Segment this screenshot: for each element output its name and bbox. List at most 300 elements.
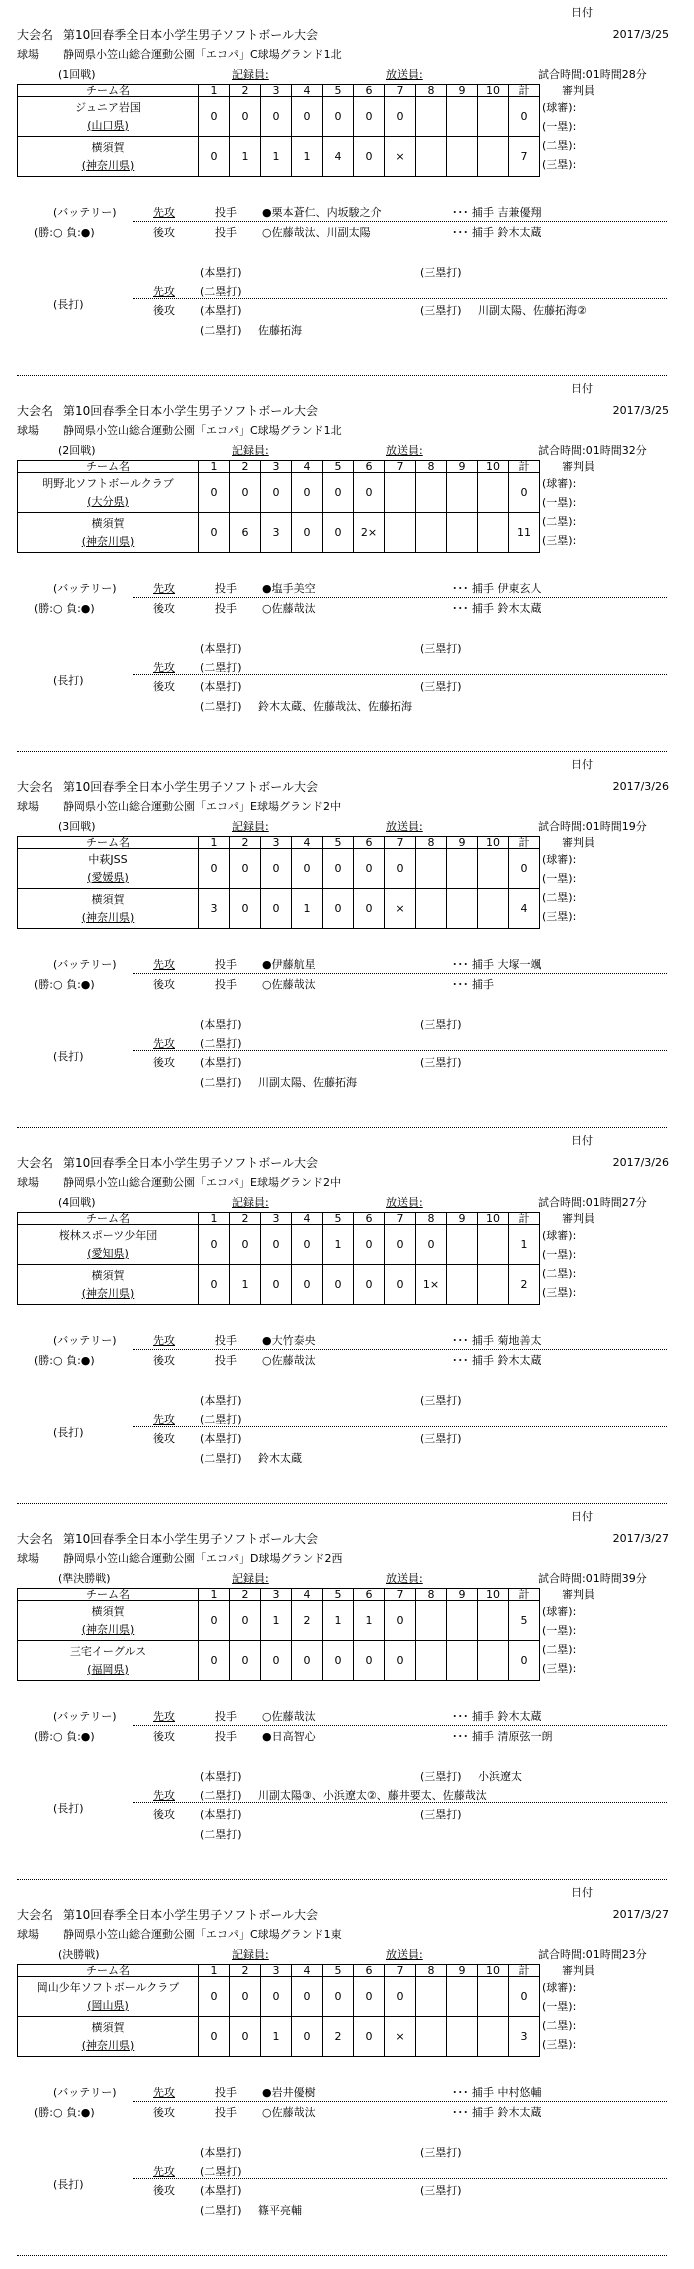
umpire-home: (球審): <box>542 1229 577 1242</box>
game-block <box>0 1504 694 1880</box>
team-row <box>18 1977 540 2017</box>
inning-score <box>416 1641 447 1681</box>
total-header: 計 <box>509 1589 540 1601</box>
inning-score: 0 <box>354 1225 385 1265</box>
umpire-second: (二塁): <box>542 1643 577 1656</box>
total-header: 計 <box>509 85 540 97</box>
inning-score <box>416 513 447 553</box>
inning-score: 0 <box>323 1641 354 1681</box>
inning-score: 2 <box>292 1601 323 1641</box>
second-label: 後攻 <box>153 1056 175 1069</box>
umpire-first: (一塁): <box>542 872 577 885</box>
inning-score: 0 <box>323 849 354 889</box>
second-label: 後攻 <box>153 680 175 693</box>
battery-divider <box>133 973 667 974</box>
first-catcher <box>452 1710 542 1724</box>
inning-header: 4 <box>292 837 323 849</box>
team-row <box>18 137 540 177</box>
scoreboard-header <box>18 1965 540 1977</box>
team-cell <box>18 849 199 889</box>
inning-header: 10 <box>478 1965 509 1977</box>
long-hits-label: (長打) <box>53 298 84 311</box>
second-triple-label: (三塁打) <box>420 1808 462 1821</box>
second-hr-label: (本塁打) <box>200 1432 242 1445</box>
second-triple-label: (三塁打) <box>420 680 462 693</box>
inning-header: 8 <box>416 85 447 97</box>
inning-score: 0 <box>261 1225 292 1265</box>
scoreboard-header <box>18 1589 540 1601</box>
inning-score <box>447 1641 478 1681</box>
game-time-label: 試合時間: <box>538 1948 586 1961</box>
catcher-name: 清原弦一朗 <box>497 1730 553 1743</box>
inning-score: 0 <box>230 1641 261 1681</box>
team-name: 横須賀 <box>91 2020 125 2034</box>
team-prefecture: (神奈川県) <box>81 910 135 924</box>
inning-score <box>478 2017 509 2057</box>
inning-header: 7 <box>385 1213 416 1225</box>
second-hr-label: (本塁打) <box>200 1808 242 1821</box>
second-catcher <box>452 226 542 240</box>
inning-score: 0 <box>385 849 416 889</box>
inning-score: 1 <box>261 137 292 177</box>
inning-header: 1 <box>199 461 230 473</box>
inning-header: 3 <box>261 1965 292 1977</box>
team-row <box>18 473 540 513</box>
second-catcher <box>452 602 542 616</box>
battery-label: (バッテリー) <box>53 582 117 595</box>
umpire-home: (球審): <box>542 1605 577 1618</box>
catcher-label: ･･･ 捕手 <box>452 2086 494 2099</box>
inning-header: 1 <box>199 85 230 97</box>
venue-label: 球場 <box>17 1176 39 1189</box>
umpire-third: (三塁): <box>542 2038 577 2051</box>
inning-score: 1 <box>261 1601 292 1641</box>
date-label: 日付 <box>571 758 593 771</box>
team-name: 明野北ソフトボールクラブ <box>42 476 174 490</box>
umpire-third: (三塁): <box>542 534 577 547</box>
second-label: 後攻 <box>153 2184 175 2197</box>
inning-score: 0 <box>354 2017 385 2057</box>
inning-header: 9 <box>447 837 478 849</box>
umpire-second: (二塁): <box>542 1267 577 1280</box>
team-name: 岡山少年ソフトボールクラブ <box>36 1980 180 1994</box>
inning-score: 1 <box>354 1601 385 1641</box>
inning-header: 10 <box>478 1213 509 1225</box>
date-label: 日付 <box>571 382 593 395</box>
first-label: 先攻 <box>153 1334 175 1347</box>
first-pitchers: ○佐藤哉汰 <box>262 1710 316 1723</box>
inning-score <box>385 513 416 553</box>
inning-score: 0 <box>292 97 323 137</box>
first-hr-label: (本塁打) <box>200 1770 242 1783</box>
inning-header: 4 <box>292 85 323 97</box>
inning-score: 0 <box>385 1977 416 2017</box>
round-label: (3回戦) <box>58 820 96 833</box>
second-label: 後攻 <box>153 1808 175 1821</box>
inning-score: 0 <box>261 889 292 929</box>
team-row <box>18 97 540 137</box>
team-cell <box>18 513 199 553</box>
umpire-third: (三塁): <box>542 1662 577 1675</box>
scoreboard-table <box>17 1964 540 2057</box>
second-catcher <box>452 978 494 992</box>
inning-score: × <box>385 137 416 177</box>
scoreboard-header <box>18 1213 540 1225</box>
pitcher-label: 投手 <box>215 978 237 991</box>
second-pitchers: ○佐藤哉汰 <box>262 978 316 991</box>
inning-score <box>478 889 509 929</box>
game-block <box>0 376 694 752</box>
total-header: 計 <box>509 1965 540 1977</box>
inning-header: 7 <box>385 85 416 97</box>
team-row <box>18 2017 540 2057</box>
recorder-label: 記録員: <box>232 444 269 457</box>
catcher-name: 鈴木太蔵 <box>497 1710 542 1723</box>
first-label: 先攻 <box>153 206 175 219</box>
first-label: 先攻 <box>153 582 175 595</box>
inning-header: 8 <box>416 461 447 473</box>
second-double-label: (二塁打) <box>200 1076 242 1089</box>
first-catcher <box>452 958 542 972</box>
umpires-title: 審判員 <box>562 84 595 97</box>
inning-score: 0 <box>354 1265 385 1305</box>
scoreboard-table <box>17 836 540 929</box>
scoreboard-table <box>17 1588 540 1681</box>
inning-header: 3 <box>261 85 292 97</box>
inning-header: 8 <box>416 837 447 849</box>
scoreboard-table <box>17 1212 540 1305</box>
team-cell <box>18 1225 199 1265</box>
first-catcher <box>452 582 542 596</box>
recorder-label: 記録員: <box>232 820 269 833</box>
game-time-label: 試合時間: <box>538 444 586 457</box>
second-doubles: 川副太陽、佐藤拓海 <box>258 1076 357 1089</box>
second-triple-label: (三塁打) <box>420 1432 462 1445</box>
game-date: 2017/3/27 <box>612 1908 669 1921</box>
inning-header: 9 <box>447 85 478 97</box>
umpires-title: 審判員 <box>562 836 595 849</box>
team-header: チーム名 <box>18 461 199 473</box>
first-hr-label: (本塁打) <box>200 1018 242 1031</box>
inning-score <box>447 1225 478 1265</box>
inning-header: 5 <box>323 1589 354 1601</box>
game-date: 2017/3/25 <box>612 28 669 41</box>
scoreboard-header <box>18 837 540 849</box>
long-hits-label: (長打) <box>53 2178 84 2191</box>
tournament-name: 第10回春季全日本小学生男子ソフトボール大会 <box>63 1156 319 1170</box>
team-cell <box>18 1977 199 2017</box>
announcer-label: 放送員: <box>386 1196 423 1209</box>
inning-score: 0 <box>354 137 385 177</box>
team-prefecture: (愛媛県) <box>87 870 129 884</box>
team-cell <box>18 1601 199 1641</box>
umpires-title: 審判員 <box>562 1212 595 1225</box>
inning-score: 0 <box>230 2017 261 2057</box>
inning-score <box>447 889 478 929</box>
inning-header: 2 <box>230 1965 261 1977</box>
first-label: 先攻 <box>153 958 175 971</box>
inning-score: 0 <box>199 1977 230 2017</box>
win-loss-legend: (勝:○ 負:●) <box>34 2106 95 2119</box>
recorder-label: 記録員: <box>232 1948 269 1961</box>
venue-label: 球場 <box>17 800 39 813</box>
umpire-third: (三塁): <box>542 910 577 923</box>
inning-score <box>416 849 447 889</box>
win-loss-legend: (勝:○ 負:●) <box>34 1354 95 1367</box>
pitcher-label: 投手 <box>215 1710 237 1723</box>
inning-header: 10 <box>478 461 509 473</box>
inning-score: 0 <box>292 1225 323 1265</box>
first-triple-label: (三塁打) <box>420 1770 462 1783</box>
venue-name: 静岡県小笠山総合運動公園「エコパ」C球場グランド1東 <box>63 1928 342 1941</box>
catcher-name: 鈴木太蔵 <box>497 602 542 615</box>
inning-score: 0 <box>199 473 230 513</box>
inning-header: 5 <box>323 1965 354 1977</box>
catcher-label: ･･･ 捕手 <box>452 2106 494 2119</box>
inning-header: 8 <box>416 1589 447 1601</box>
first-hr-label: (本塁打) <box>200 642 242 655</box>
venue-name: 静岡県小笠山総合運動公園「エコパ」C球場グランド1北 <box>63 48 342 61</box>
inning-score: 0 <box>261 1977 292 2017</box>
first-catcher <box>452 2086 542 2100</box>
game-time-value: 01時間28分 <box>585 68 647 81</box>
catcher-label: ･･･ 捕手 <box>452 206 494 219</box>
first-triple-label: (三塁打) <box>420 266 462 279</box>
inning-score <box>478 1641 509 1681</box>
battery-divider <box>133 2101 667 2102</box>
umpire-second: (二塁): <box>542 139 577 152</box>
second-pitchers: ○佐藤哉汰、川副太陽 <box>262 226 371 239</box>
inning-header: 7 <box>385 1965 416 1977</box>
total-score: 7 <box>509 137 540 177</box>
inning-header: 5 <box>323 461 354 473</box>
pitcher-label: 投手 <box>215 226 237 239</box>
scoreboard-header <box>18 85 540 97</box>
game-time-label: 試合時間: <box>538 1196 586 1209</box>
tournament-label: 大会名 <box>17 780 54 794</box>
tournament-label: 大会名 <box>17 404 54 418</box>
inning-score: 0 <box>354 97 385 137</box>
inning-header: 4 <box>292 1213 323 1225</box>
inning-score: 0 <box>230 849 261 889</box>
team-row <box>18 849 540 889</box>
inning-score <box>478 473 509 513</box>
second-double-label: (二塁打) <box>200 324 242 337</box>
inning-score: 3 <box>199 889 230 929</box>
catcher-name: 菊地善太 <box>497 1334 542 1347</box>
inning-score: 0 <box>199 1225 230 1265</box>
second-catcher <box>452 1354 542 1368</box>
inning-score: 0 <box>199 1641 230 1681</box>
team-name: 横須賀 <box>91 1604 125 1618</box>
inning-header: 10 <box>478 85 509 97</box>
inning-score: 0 <box>292 473 323 513</box>
inning-score: 4 <box>323 137 354 177</box>
second-doubles: 鈴木太蔵 <box>258 1452 302 1465</box>
inning-score: 2× <box>354 513 385 553</box>
inning-score: 1 <box>292 889 323 929</box>
game-time-value: 01時間23分 <box>585 1948 647 1961</box>
team-row <box>18 1641 540 1681</box>
second-pitchers: ○佐藤哉汰 <box>262 2106 316 2119</box>
inning-score: 0 <box>261 473 292 513</box>
tournament-label: 大会名 <box>17 1156 54 1170</box>
date-label: 日付 <box>571 1134 593 1147</box>
inning-score: 0 <box>261 97 292 137</box>
inning-header: 1 <box>199 1213 230 1225</box>
inning-score <box>447 2017 478 2057</box>
catcher-label: ･･･ 捕手 <box>452 1730 494 1743</box>
second-hr-label: (本塁打) <box>200 2184 242 2197</box>
tournament-name: 第10回春季全日本小学生男子ソフトボール大会 <box>63 28 319 42</box>
date-label: 日付 <box>571 1886 593 1899</box>
umpire-first: (一塁): <box>542 496 577 509</box>
inning-score: 0 <box>354 473 385 513</box>
win-loss-legend: (勝:○ 負:●) <box>34 602 95 615</box>
umpire-first: (一塁): <box>542 120 577 133</box>
first-triple-label: (三塁打) <box>420 2146 462 2159</box>
second-pitchers: ●日高智心 <box>262 1730 316 1743</box>
second-triple-label: (三塁打) <box>420 2184 462 2197</box>
inning-score <box>478 1977 509 2017</box>
team-prefecture: (福岡県) <box>87 1662 129 1676</box>
team-row <box>18 1225 540 1265</box>
scoreboard-table <box>17 84 540 177</box>
inning-score: 1 <box>323 1225 354 1265</box>
inning-score <box>478 513 509 553</box>
game-date: 2017/3/25 <box>612 404 669 417</box>
announcer-label: 放送員: <box>386 68 423 81</box>
catcher-name: 中村悠輔 <box>497 2086 542 2099</box>
pitcher-label: 投手 <box>215 1730 237 1743</box>
inning-score <box>447 513 478 553</box>
second-double-label: (二塁打) <box>200 1828 242 1841</box>
inning-score: 0 <box>230 889 261 929</box>
long-hits-label: (長打) <box>53 674 84 687</box>
pitcher-label: 投手 <box>215 582 237 595</box>
team-header: チーム名 <box>18 837 199 849</box>
team-header: チーム名 <box>18 1213 199 1225</box>
date-label: 日付 <box>571 1510 593 1523</box>
inning-score: 0 <box>230 1601 261 1641</box>
team-row <box>18 889 540 929</box>
scoreboard-table <box>17 460 540 553</box>
first-pitchers: ●大竹泰央 <box>262 1334 316 1347</box>
battery-label: (バッテリー) <box>53 1334 117 1347</box>
first-double-label: (二塁打) <box>200 1413 242 1426</box>
inning-header: 7 <box>385 461 416 473</box>
inning-score: 0 <box>323 513 354 553</box>
game-date: 2017/3/26 <box>612 780 669 793</box>
catcher-label: ･･･ 捕手 <box>452 602 494 615</box>
round-label: (2回戦) <box>58 444 96 457</box>
game-time-value: 01時間39分 <box>585 1572 647 1585</box>
catcher-label: ･･･ 捕手 <box>452 1354 494 1367</box>
team-cell <box>18 137 199 177</box>
umpires-title: 審判員 <box>562 1964 595 1977</box>
inning-score <box>385 473 416 513</box>
game-time-value: 01時間32分 <box>585 444 647 457</box>
tournament-name: 第10回春季全日本小学生男子ソフトボール大会 <box>63 1908 319 1922</box>
battery-label: (バッテリー) <box>53 958 117 971</box>
first-double-label: (二塁打) <box>200 661 242 674</box>
inning-score <box>478 137 509 177</box>
inning-score: 0 <box>385 1601 416 1641</box>
catcher-name: 吉兼優翔 <box>497 206 542 219</box>
game-date: 2017/3/27 <box>612 1532 669 1545</box>
total-header: 計 <box>509 1213 540 1225</box>
venue-label: 球場 <box>17 424 39 437</box>
inning-header: 10 <box>478 837 509 849</box>
round-label: (1回戦) <box>58 68 96 81</box>
team-name: 横須賀 <box>91 140 125 154</box>
inning-score: 3 <box>261 513 292 553</box>
battery-label: (バッテリー) <box>53 206 117 219</box>
inning-header: 1 <box>199 1965 230 1977</box>
team-name: 横須賀 <box>91 892 125 906</box>
inning-score: 0 <box>230 1977 261 2017</box>
game-time <box>538 1572 647 1586</box>
team-cell <box>18 473 199 513</box>
inning-score: 0 <box>199 1265 230 1305</box>
inning-score: 0 <box>199 2017 230 2057</box>
second-label: 後攻 <box>153 1730 175 1743</box>
inning-score <box>416 1601 447 1641</box>
recorder-label: 記録員: <box>232 68 269 81</box>
inning-score <box>478 1601 509 1641</box>
inning-header: 7 <box>385 837 416 849</box>
inning-score: 0 <box>323 889 354 929</box>
date-label: 日付 <box>571 6 593 19</box>
inning-score: 0 <box>323 1977 354 2017</box>
total-score: 0 <box>509 97 540 137</box>
inning-score: 0 <box>354 889 385 929</box>
inning-score: 0 <box>230 1225 261 1265</box>
umpire-first: (一塁): <box>542 1624 577 1637</box>
team-name: 三宅イーグルス <box>69 1644 147 1658</box>
game-block <box>0 1128 694 1504</box>
scoreboard-header <box>18 461 540 473</box>
total-score: 0 <box>509 1641 540 1681</box>
inning-score: 0 <box>385 97 416 137</box>
inning-score <box>478 1265 509 1305</box>
inning-score <box>447 137 478 177</box>
win-loss-legend: (勝:○ 負:●) <box>34 226 95 239</box>
first-hr-label: (本塁打) <box>200 1394 242 1407</box>
team-name: ジュニア岩国 <box>75 100 141 114</box>
catcher-label: ･･･ 捕手 <box>452 978 494 991</box>
inning-header: 10 <box>478 1589 509 1601</box>
venue-name: 静岡県小笠山総合運動公園「エコパ」E球場グランド2中 <box>63 1176 341 1189</box>
umpire-third: (三塁): <box>542 1286 577 1299</box>
inning-header: 3 <box>261 837 292 849</box>
umpires-title: 審判員 <box>562 1588 595 1601</box>
inning-header: 1 <box>199 837 230 849</box>
umpire-home: (球審): <box>542 477 577 490</box>
game-time-value: 01時間27分 <box>585 1196 647 1209</box>
inning-score: 0 <box>416 1225 447 1265</box>
battery-divider <box>133 221 667 222</box>
second-hr-label: (本塁打) <box>200 680 242 693</box>
total-header: 計 <box>509 837 540 849</box>
round-label: (決勝戦) <box>58 1948 100 1961</box>
team-cell <box>18 1641 199 1681</box>
tournament-name: 第10回春季全日本小学生男子ソフトボール大会 <box>63 404 319 418</box>
inning-score: 0 <box>323 97 354 137</box>
inning-header: 9 <box>447 461 478 473</box>
total-score: 0 <box>509 1977 540 2017</box>
team-header: チーム名 <box>18 1589 199 1601</box>
